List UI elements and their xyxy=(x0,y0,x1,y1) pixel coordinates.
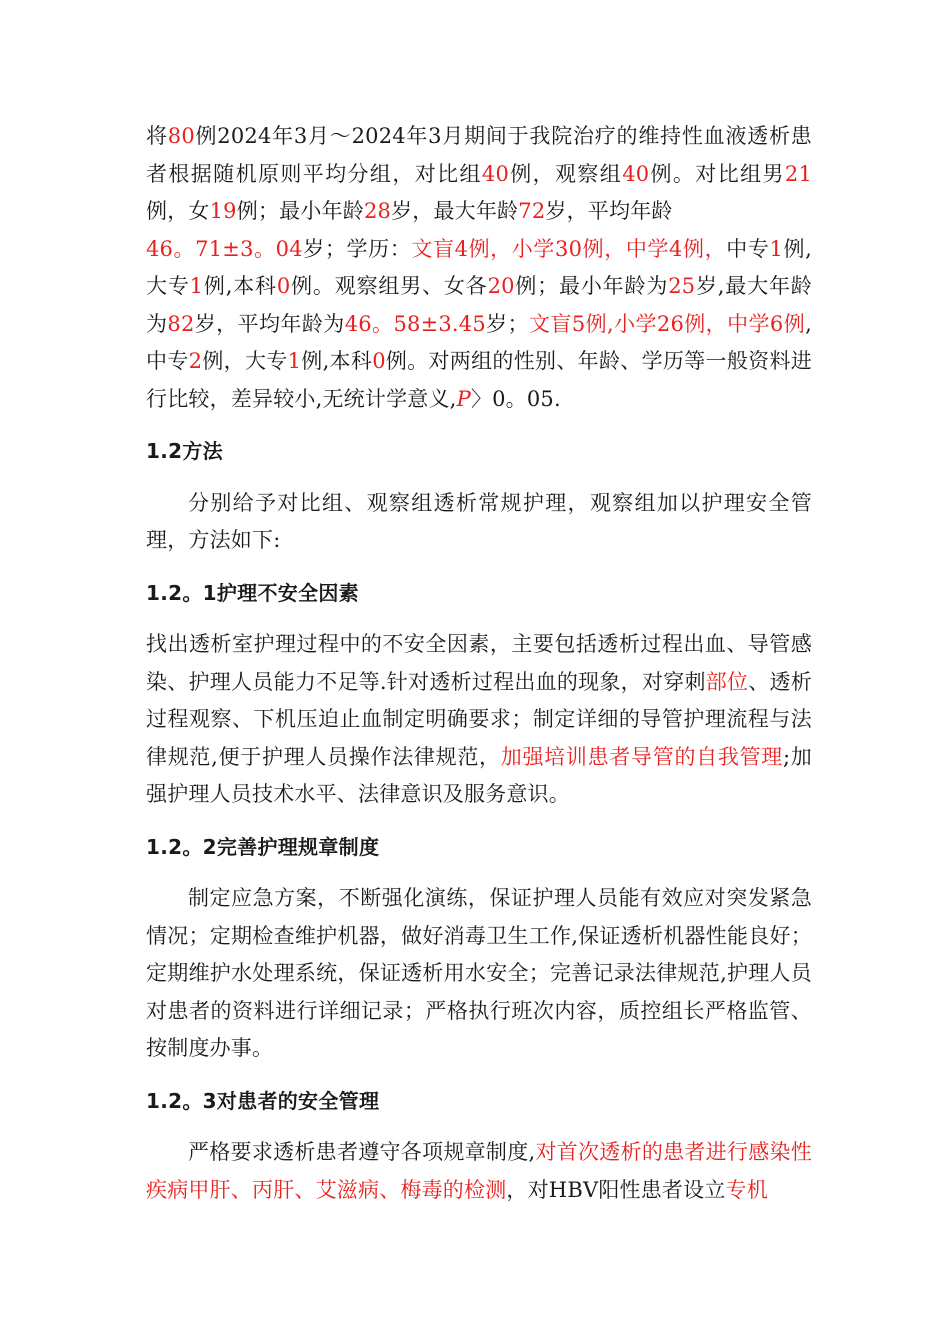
text-run: 例,本科 xyxy=(301,349,373,373)
highlight-run: 1 xyxy=(287,349,302,373)
section-heading-rules: 1.2。2完善护理规章制度 xyxy=(146,834,380,859)
highlight-run: 46。58±3.45 xyxy=(344,311,486,336)
highlight-run: 加强培训患者导管的自我管理 xyxy=(500,744,784,769)
highlight-run: 文盲4例，小学30例，中学4例， xyxy=(411,236,727,261)
highlight-run: 0 xyxy=(372,349,386,373)
text-run: 严格要求透析患者遵守各项规章制度, xyxy=(188,1140,536,1164)
highlight-run: 专机 xyxy=(725,1177,768,1202)
highlight-run: 20 xyxy=(487,274,515,298)
text-run: 岁，平均年龄 xyxy=(545,199,673,223)
document-page xyxy=(146,118,812,1209)
section-heading-patient-safety: 1.2。3对患者的安全管理 xyxy=(146,1088,380,1113)
highlight-run: 25 xyxy=(668,274,696,298)
highlight-run: 72 xyxy=(518,199,546,223)
text-run: 〉0。05. xyxy=(470,386,561,411)
text-run: 岁，平均年龄为 xyxy=(194,311,345,336)
highlight-run: 80 xyxy=(167,124,195,148)
p-value-symbol: P xyxy=(456,386,471,411)
text-run: 岁，最大年龄 xyxy=(391,199,519,223)
text-run: ，对HBV阳性患者设立 xyxy=(506,1177,726,1202)
text-run: 、透析过程观察、下机压迫止血制定明确要求；制定详细的导管护理流程与法律规范,便于护理人员操作法律规范， xyxy=(146,669,812,769)
highlight-run: 21 xyxy=(784,161,813,186)
text-run: 岁； xyxy=(485,311,529,336)
highlight-run: 82 xyxy=(167,311,195,336)
highlight-run: 40 xyxy=(481,161,510,186)
highlight-run: 2 xyxy=(188,349,203,373)
section-heading-unsafe-factors: 1.2。1护理不安全因素 xyxy=(146,580,359,605)
text-run: 例；最小年龄 xyxy=(236,199,364,223)
text-run: 例，大专 xyxy=(202,349,288,373)
highlight-run: 40 xyxy=(622,161,650,186)
highlight-run: 46。71±3。04 xyxy=(146,236,303,261)
text-run: 例,本科 xyxy=(203,274,277,298)
text-run: 例,大专 xyxy=(146,236,813,298)
highlight-run: 对首次透析的患者进行感染性疾病甲肝、丙肝、艾滋病、梅毒的检测 xyxy=(146,1140,812,1202)
paragraph-unsafe-factors xyxy=(146,626,812,814)
paragraph-patient-groups xyxy=(146,118,812,418)
paragraph-rules: 制定应急方案，不断强化演练，保证护理人员能有效应对突发紧急情况；定期检查维护机器，做好消毒卫生工作,保证透析机器性能良好；定期维护水处理系统，保证透析用水安全；完善记录法律规范,护理人员对患者的资料进行详细记录；严格执行班次内容，质控组长严格监管、按制度办事。 xyxy=(146,886,812,1060)
highlight-run: 文盲5例,小学26例，中学6例 xyxy=(528,311,806,336)
text-run: 岁；学历： xyxy=(302,236,412,261)
highlight-run: 1 xyxy=(189,274,204,298)
paragraph-method-intro: 分别给予对比组、观察组透析常规护理，观察组加以护理安全管理，方法如下: xyxy=(146,490,812,552)
highlight-run: 0 xyxy=(276,274,291,298)
text-run: 找出透析室护理过程中的不安全因素，主要包括透析过程出血、导管感染、护理人员能力不足等.针对透析过程出血的现象，对穿刺 xyxy=(146,632,812,694)
highlight-run: 19 xyxy=(209,199,237,223)
text-run: 例。观察组男、女各 xyxy=(290,274,488,298)
text-run: 例，观察组 xyxy=(509,161,623,186)
highlight-run: 部位 xyxy=(705,669,749,694)
section-heading-method: 1.2方法 xyxy=(146,439,223,463)
highlight-run: 28 xyxy=(363,199,392,223)
text-run: 例；最小年龄为 xyxy=(514,274,669,298)
text-run: ;加强护理人员技术水平、法律意识及服务意识。 xyxy=(146,744,813,806)
text-run: 例。对两组的性别、年龄、学历等一般资料进行比较，差异较小,无统计学意义, xyxy=(146,349,813,411)
highlight-run: 1 xyxy=(769,236,784,261)
text-run: 中专 xyxy=(726,236,770,261)
text-run: 将 xyxy=(146,124,168,148)
text-run: 岁,最大年龄为 xyxy=(146,274,812,336)
text-run: ,中专 xyxy=(146,311,813,373)
text-run: 例2024年3月～2024年3月期间于我院治疗的维持性血液透析患者根据随机原则平均分组，对比组 xyxy=(146,124,812,186)
paragraph-patient-safety xyxy=(146,1134,812,1209)
text-run: 例。对比组男 xyxy=(649,161,785,186)
text-run: 例，女 xyxy=(146,199,210,223)
